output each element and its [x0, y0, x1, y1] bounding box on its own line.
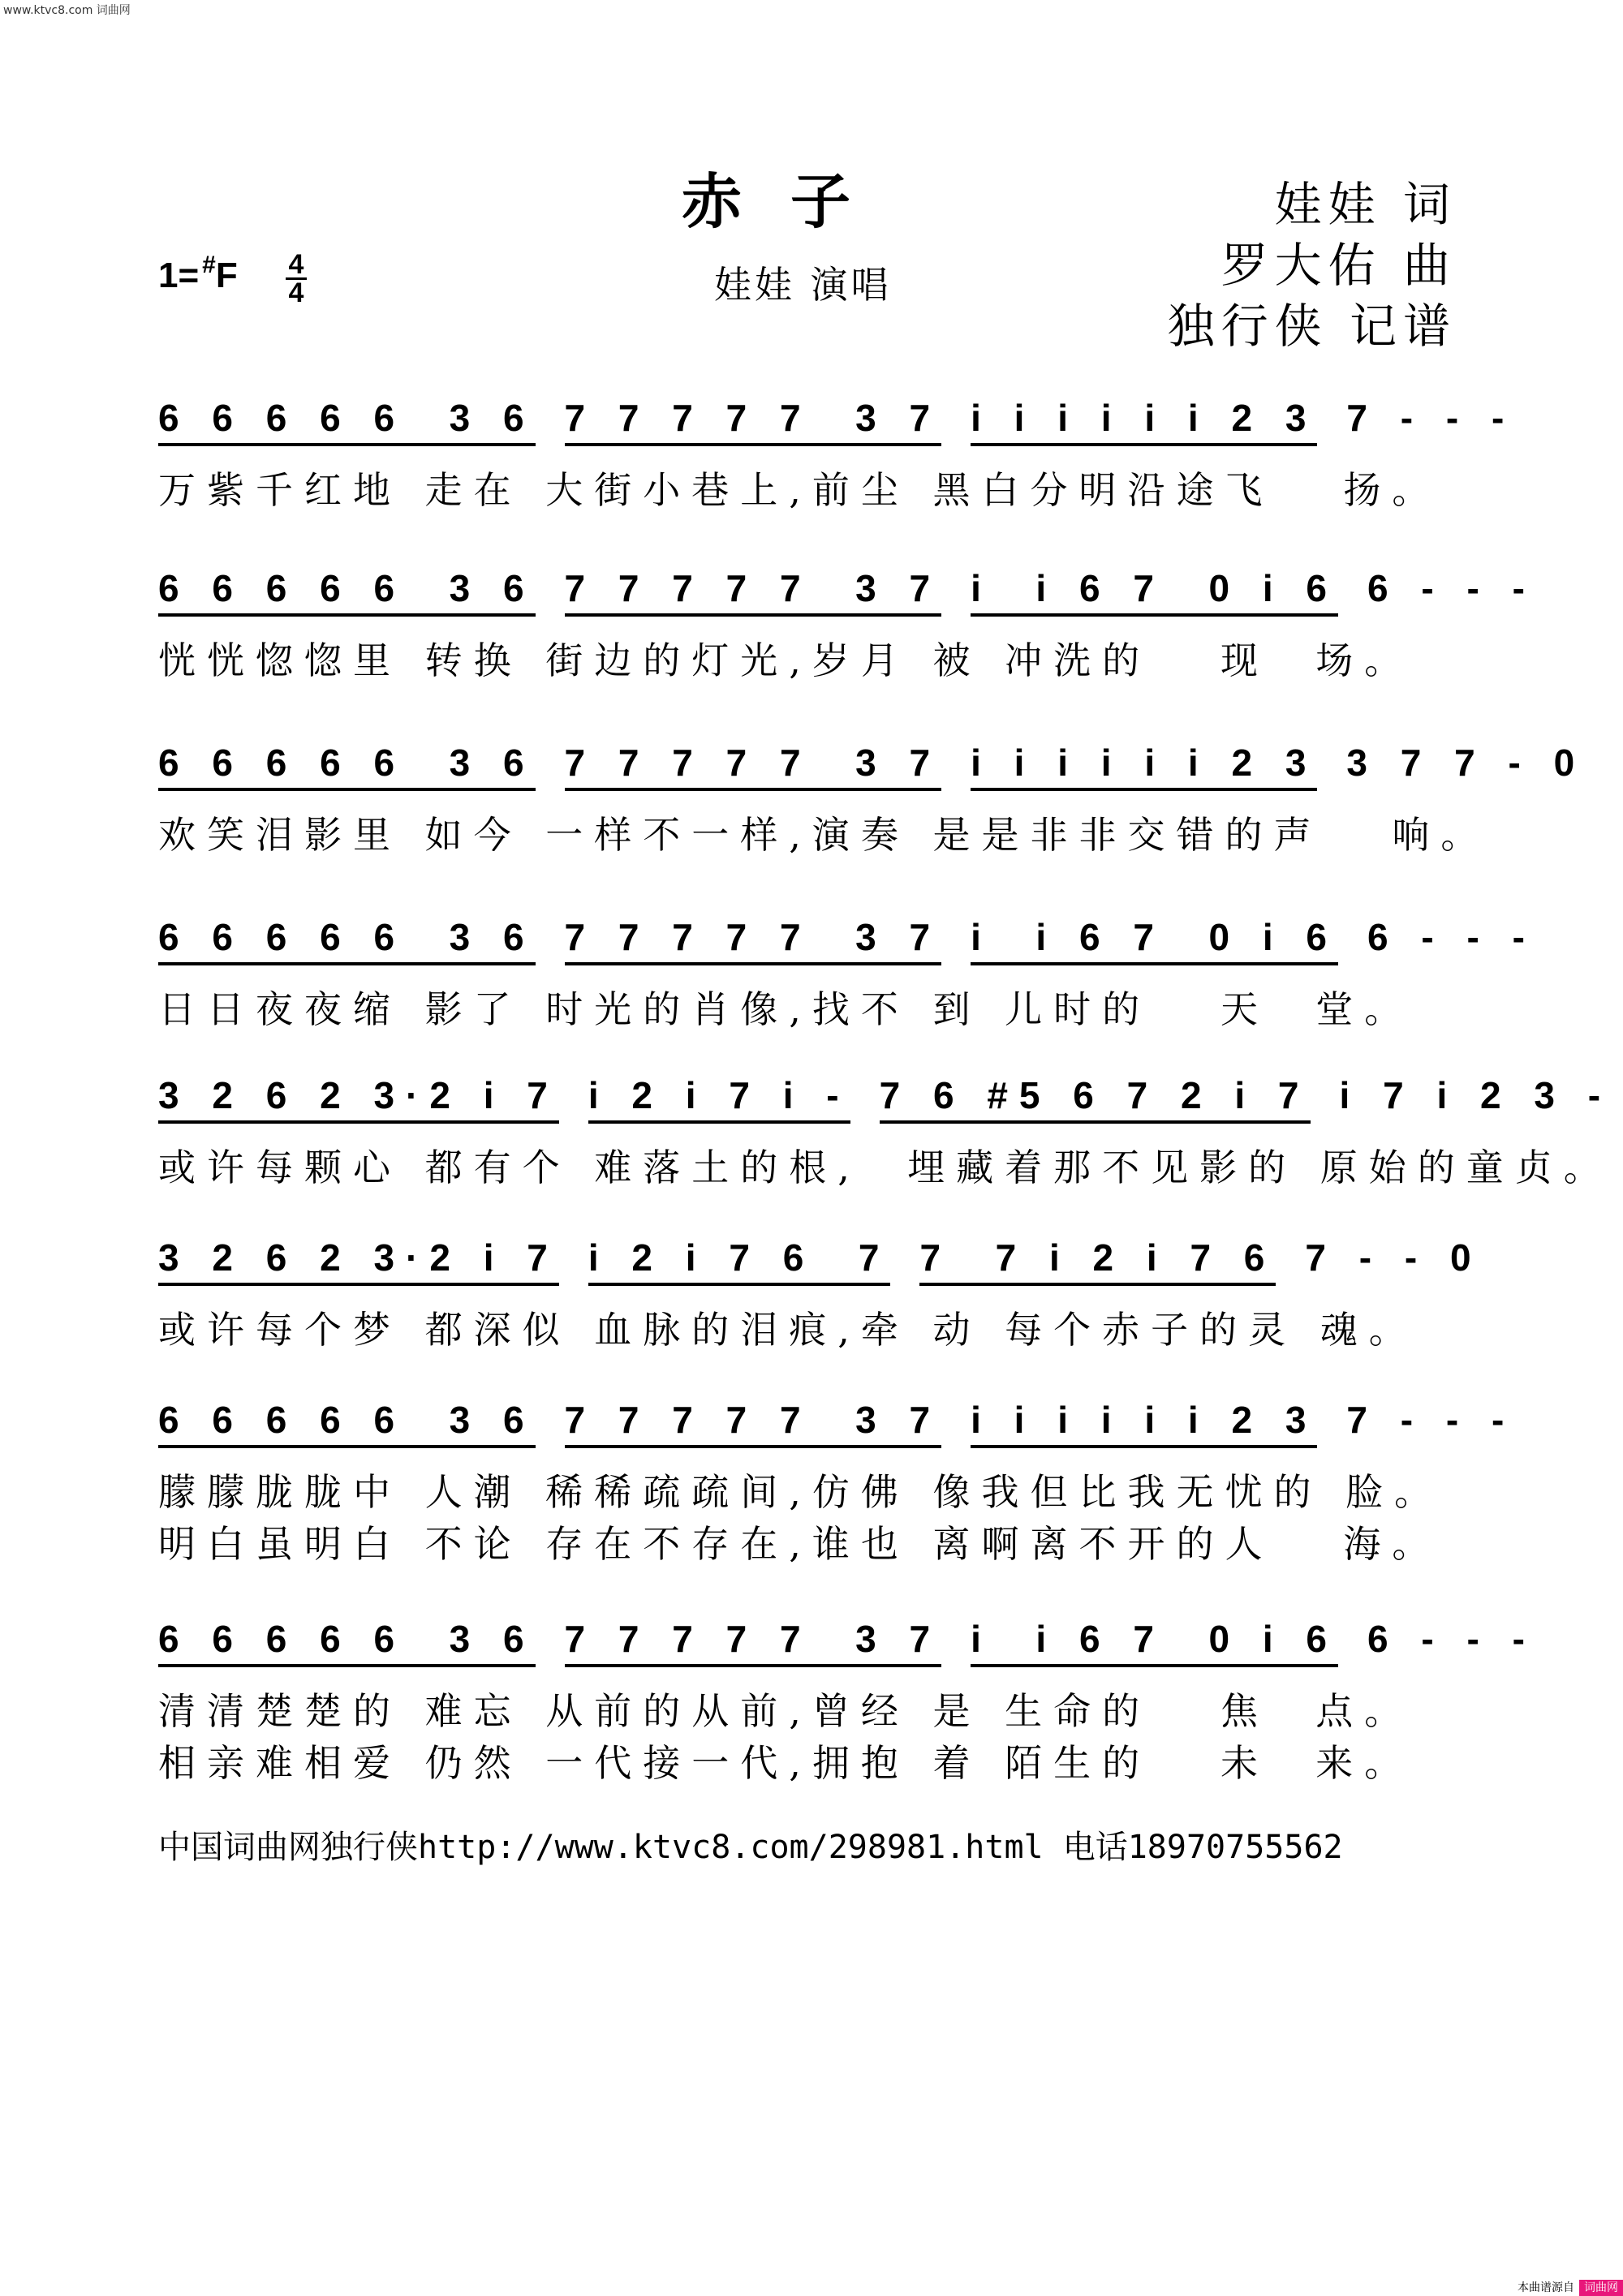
key-prefix: 1=	[158, 256, 200, 295]
meter-top: 4	[288, 249, 304, 280]
measure	[158, 1383, 553, 1448]
lyric-line: 或许每颗心 都有个 难落土的根, 埋藏着那不见影的 原始的童贞。	[158, 1146, 1612, 1189]
measure-notes: i i 6 7 0 i 6	[971, 1617, 1338, 1667]
measure	[158, 901, 553, 965]
measure-notes: 6 6 6 6 6 3 6	[158, 1617, 536, 1667]
measure-notes: 3 7 7 - 0	[1346, 742, 1586, 784]
measure-notes: 6 6 6 6 6 3 6	[158, 566, 536, 617]
corner-badge	[1513, 2279, 1623, 2295]
measure-notes: 6 - - -	[1367, 916, 1536, 958]
measure	[868, 1059, 1328, 1124]
lyric-line: 相亲难相爱 仍然 一代接一代,拥抱 着 陌生的 未 来。	[158, 1741, 1414, 1785]
measure-notes: 3 2 6 2 3·2 i 7	[158, 1073, 559, 1124]
measure	[553, 1383, 960, 1448]
measure-notes: 6 6 6 6 6 3 6	[158, 1398, 536, 1448]
measure	[158, 1221, 577, 1286]
measure	[1356, 901, 1554, 965]
corner-right: 词曲网	[1579, 2280, 1623, 2296]
lyric-line: 日日夜夜缩 影了 时光的肖像,找不 到 儿时的 天 堂。	[158, 987, 1414, 1031]
lyric-line: 朦朦胧胧中 人潮 稀稀疏疏间,仿佛 像我但比我无忧的 脸。	[158, 1470, 1444, 1514]
measure-notes: 7 7 7 7 7 3 7	[565, 741, 942, 791]
measure-notes: i i 6 7 0 i 6	[971, 566, 1338, 617]
measure	[1335, 381, 1533, 446]
measure	[158, 381, 553, 446]
lyric-line: 明白虽明白 不论 存在不存在,谁也 离啊离不开的人 海。	[158, 1522, 1441, 1566]
measure-notes: 6 - - -	[1367, 567, 1536, 609]
measure	[908, 1221, 1294, 1286]
lyric-line: 或许每个梦 都深似 血脉的泪痕,牵 动 每个赤子的灵 魂。	[158, 1308, 1418, 1352]
key-accidental: #	[202, 252, 216, 278]
measure	[959, 381, 1335, 446]
score-system	[158, 1383, 1516, 1567]
score-system	[158, 901, 1536, 1032]
measure-notes: i i i i i i 2 3	[971, 396, 1317, 446]
lyricist-credit: 娃娃 词	[1274, 177, 1457, 232]
corner-left: 本曲谱源自	[1518, 2281, 1574, 2294]
transcriber-credit: 独行侠 记谱	[1167, 299, 1457, 354]
measure-notes: 6 6 6 6 6 3 6	[158, 915, 536, 965]
notation-line	[158, 1383, 1516, 1448]
measure	[577, 1221, 909, 1286]
measure-notes: 7 7 7 7 7 3 7	[565, 1398, 942, 1448]
measure-notes: i i i i i i 2 3	[971, 741, 1317, 791]
score-system	[158, 381, 1516, 513]
watermark: www.ktvc8.com 词曲网	[3, 4, 131, 17]
measure-notes: i 7 i 2 3 -	[1339, 1074, 1612, 1116]
measure	[158, 1059, 577, 1124]
measure	[959, 552, 1356, 617]
measure	[959, 1602, 1356, 1667]
measure-notes: i 2 i 7 6 7	[588, 1236, 891, 1286]
measure-notes: i 2 i 7 i -	[588, 1073, 850, 1124]
measure-notes: 7 7 7 7 7 3 7	[565, 915, 942, 965]
measure	[577, 1059, 868, 1124]
notation-line	[158, 1221, 1483, 1286]
lyric-line: 恍恍惚惚里 转换 街边的灯光,岁月 被 冲洗的 现 场。	[158, 638, 1414, 682]
measure	[553, 901, 960, 965]
footer-source: 中国词曲网独行侠http://www.ktvc8.com/298981.html 电话18970755562	[158, 1829, 1343, 1866]
measure-notes: 7 - - -	[1346, 397, 1516, 439]
measure	[553, 1602, 960, 1667]
measure-notes: 7 - - -	[1346, 1399, 1516, 1441]
score-system	[158, 1221, 1483, 1352]
measure-notes: i i i i i i 2 3	[971, 1398, 1317, 1448]
key-tonic: F	[215, 256, 238, 295]
measure-notes: 7 7 i 2 i 7 6	[919, 1236, 1276, 1286]
score-system	[158, 552, 1536, 683]
measure-notes: 7 7 7 7 7 3 7	[565, 566, 942, 617]
measure	[1335, 726, 1604, 791]
measure	[158, 552, 553, 617]
measure-notes: 6 6 6 6 6 3 6	[158, 396, 536, 446]
singer: 娃娃 演唱	[714, 263, 892, 307]
measure-notes: 6 6 6 6 6 3 6	[158, 741, 536, 791]
score-system	[158, 1059, 1612, 1190]
notation-line	[158, 726, 1586, 791]
notation-line	[158, 552, 1536, 617]
notation-line	[158, 901, 1536, 965]
measure	[1294, 1221, 1500, 1286]
time-signature	[286, 249, 307, 308]
measure	[553, 726, 960, 791]
measure	[158, 726, 553, 791]
measure-notes: i i 6 7 0 i 6	[971, 915, 1338, 965]
measure-notes: 7 - - 0	[1305, 1236, 1483, 1279]
measure-notes: 7 6 #5 6 7 2 i 7	[880, 1073, 1311, 1124]
notation-line	[158, 1059, 1612, 1124]
meter-bottom: 4	[288, 277, 304, 308]
measure	[959, 1383, 1335, 1448]
measure	[959, 726, 1335, 791]
measure	[1356, 1602, 1554, 1667]
measure-notes: 7 7 7 7 7 3 7	[565, 1617, 942, 1667]
lyric-line: 万紫千红地 走在 大街小巷上,前尘 黑白分明沿途飞 扬。	[158, 468, 1441, 512]
song-title: 赤子	[682, 167, 899, 237]
measure	[1328, 1059, 1623, 1124]
measure	[959, 901, 1356, 965]
measure	[1335, 1383, 1533, 1448]
measure	[553, 552, 960, 617]
score-system	[158, 726, 1586, 858]
key-signature	[158, 252, 238, 296]
measure	[553, 381, 960, 446]
lyric-line: 清清楚楚的 难忘 从前的从前,曾经 是 生命的 焦 点。	[158, 1689, 1414, 1733]
composer-credit: 罗大佑 曲	[1220, 238, 1457, 293]
measure-notes: 6 - - -	[1367, 1618, 1536, 1660]
notation-line	[158, 381, 1516, 446]
measure-notes: 3 2 6 2 3·2 i 7	[158, 1236, 559, 1286]
measure	[1356, 552, 1554, 617]
score-system	[158, 1602, 1536, 1786]
measure-notes: 7 7 7 7 7 3 7	[565, 396, 942, 446]
lyric-line: 欢笑泪影里 如今 一样不一样,演奏 是是非非交错的声 响。	[158, 813, 1490, 857]
measure	[158, 1602, 553, 1667]
notation-line	[158, 1602, 1536, 1667]
